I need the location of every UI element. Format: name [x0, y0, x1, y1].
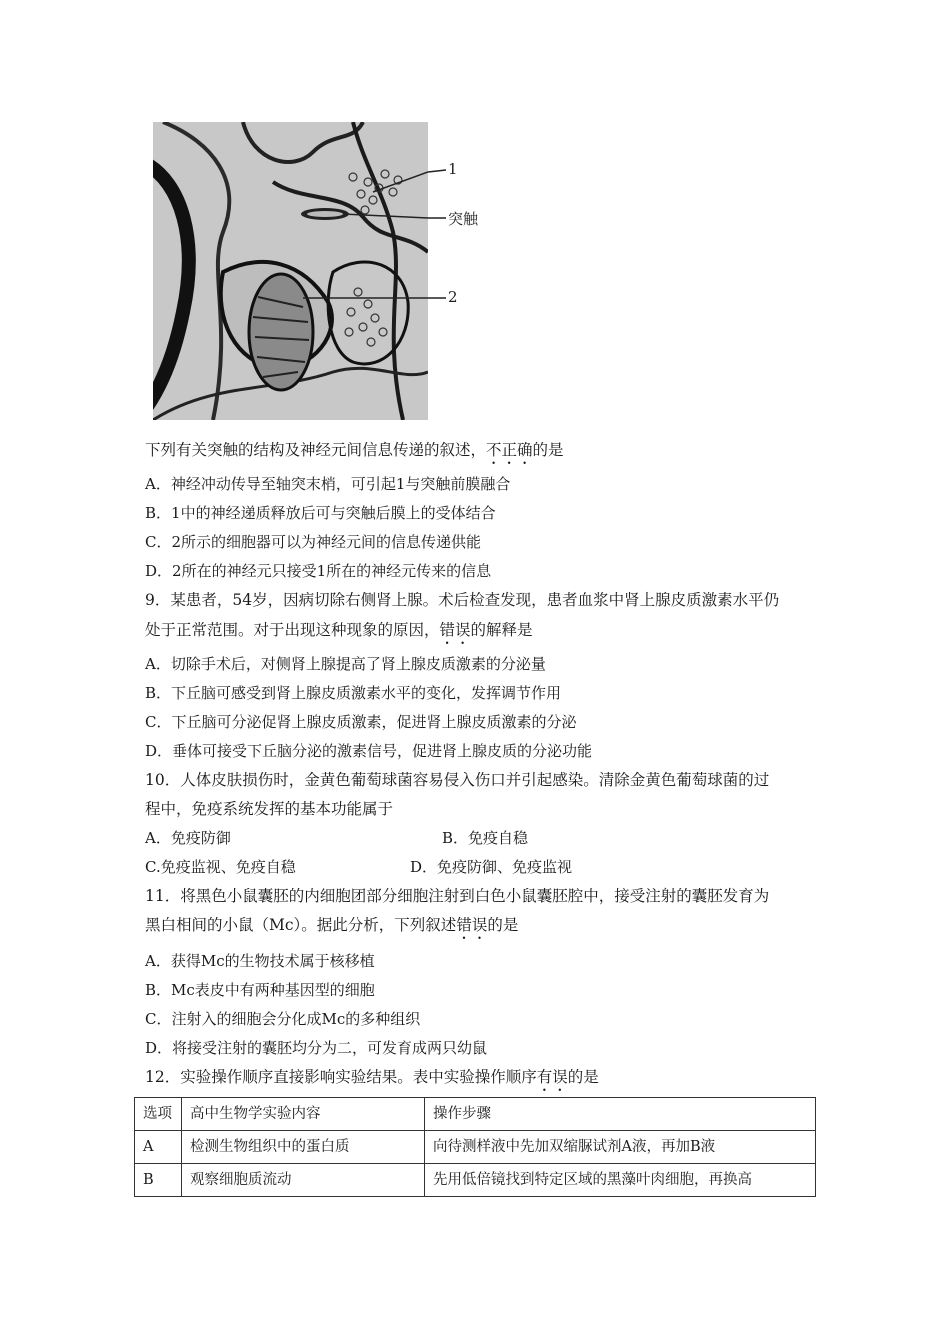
- q8-stem: [145, 440, 564, 468]
- synapse-micrograph: [153, 122, 428, 420]
- q11-option-c: C．注射入的细胞会分化成Mc的多种组织: [145, 1010, 421, 1028]
- label-2: 2: [448, 288, 458, 306]
- q11-option-d: D．将接受注射的囊胚均分为二，可发育成两只幼鼠: [145, 1039, 488, 1057]
- table-header-option: 选项: [135, 1098, 182, 1131]
- q9-stem-end: 的解释是: [470, 621, 533, 639]
- q12-stem-text: 12．实验操作顺序直接影响实验结果。表中实验操作顺序: [145, 1068, 537, 1086]
- q8-stem-emphasis: 不正确: [486, 441, 533, 459]
- q9-option-c: C．下丘脑可分泌促肾上腺皮质激素，促进肾上腺皮质激素的分泌: [145, 713, 577, 731]
- q10-option-a: A．免疫防御: [145, 829, 231, 847]
- table-row: [135, 1131, 816, 1164]
- q10-option-b: B．免疫自稳: [442, 829, 529, 847]
- q8-option-d: D．2所在的神经元只接受1所在的神经元传来的信息: [145, 562, 492, 580]
- q9-stem-line1: 9．某患者，54岁，因病切除右侧肾上腺。术后检查发现，患者血浆中肾上腺皮质激素水平仍: [145, 591, 780, 609]
- q10-option-d: D．免疫防御、免疫监视: [410, 858, 573, 876]
- label-1: 1: [448, 160, 458, 178]
- q9-option-d: D．垂体可接受下丘脑分泌的激素信号，促进肾上腺皮质的分泌功能: [145, 742, 593, 760]
- q12-stem: [145, 1067, 599, 1095]
- q9-stem-text: 处于正常范围。对于出现这种现象的原因，: [145, 621, 440, 639]
- q9-stem-emphasis: 错误: [439, 621, 471, 639]
- q10-stem-line2: 程中，免疫系统发挥的基本功能属于: [145, 800, 394, 818]
- callout-lines: [428, 160, 448, 305]
- q8-stem-end: 的是: [532, 441, 564, 459]
- q9-option-a: A．切除手术后，对侧肾上腺提高了肾上腺皮质激素的分泌量: [145, 655, 546, 673]
- table-cell: B: [135, 1164, 182, 1197]
- table-cell: 向待测样液中先加双缩脲试剂A液，再加B液: [425, 1131, 816, 1164]
- q10-stem-line1: 10．人体皮肤损伤时，金黄色葡萄球菌容易侵入伤口并引起感染。清除金黄色葡萄球菌的过: [145, 771, 770, 789]
- table-row: [135, 1164, 816, 1197]
- q9-option-b: B．下丘脑可感受到肾上腺皮质激素水平的变化，发挥调节作用: [145, 684, 562, 702]
- q8-option-a: A．神经冲动传导至轴突末梢，可引起1与突触前膜融合: [145, 475, 511, 493]
- table-cell: A: [135, 1131, 182, 1164]
- q9-stem-line2: [145, 620, 533, 648]
- table-cell: 检测生物组织中的蛋白质: [182, 1131, 425, 1164]
- q12-stem-end: 的是: [567, 1068, 599, 1086]
- table-header-row: [135, 1098, 816, 1131]
- q11-stem-end: 的是: [487, 916, 519, 934]
- q11-option-a: A．获得Mc的生物技术属于核移植: [145, 952, 375, 970]
- q8-stem-text: 下列有关突触的结构及神经元间信息传递的叙述，: [145, 441, 487, 459]
- table-cell: 先用低倍镜找到特定区域的黑藻叶肉细胞，再换高: [425, 1164, 816, 1197]
- q11-option-b: B．Mc表皮中有两种基因型的细胞: [145, 981, 375, 999]
- q11-stem-line1: 11．将黑色小鼠囊胚的内细胞团部分细胞注射到白色小鼠囊胚腔中，接受注射的囊胚发育为: [145, 887, 770, 905]
- q11-stem-line2: [145, 915, 518, 943]
- label-synapse: 突触: [448, 210, 479, 228]
- table-cell: 观察细胞质流动: [182, 1164, 425, 1197]
- q8-option-c: C．2所示的细胞器可以为神经元间的信息传递供能: [145, 533, 482, 551]
- q10-option-c: C.免疫监视、免疫自稳: [145, 858, 296, 876]
- table-header-steps: 操作步骤: [425, 1098, 816, 1131]
- q12-stem-emphasis: 有误: [536, 1068, 568, 1086]
- table-header-content: 高中生物学实验内容: [182, 1098, 425, 1131]
- experiment-table: [134, 1097, 816, 1197]
- q11-stem-text: 黑白相间的小鼠（Mc）。据此分析，下列叙述: [145, 916, 457, 934]
- q8-option-b: B．1中的神经递质释放后可与突触后膜上的受体结合: [145, 504, 496, 522]
- q11-stem-emphasis: 错误: [456, 916, 488, 934]
- micrograph-image: [153, 122, 428, 420]
